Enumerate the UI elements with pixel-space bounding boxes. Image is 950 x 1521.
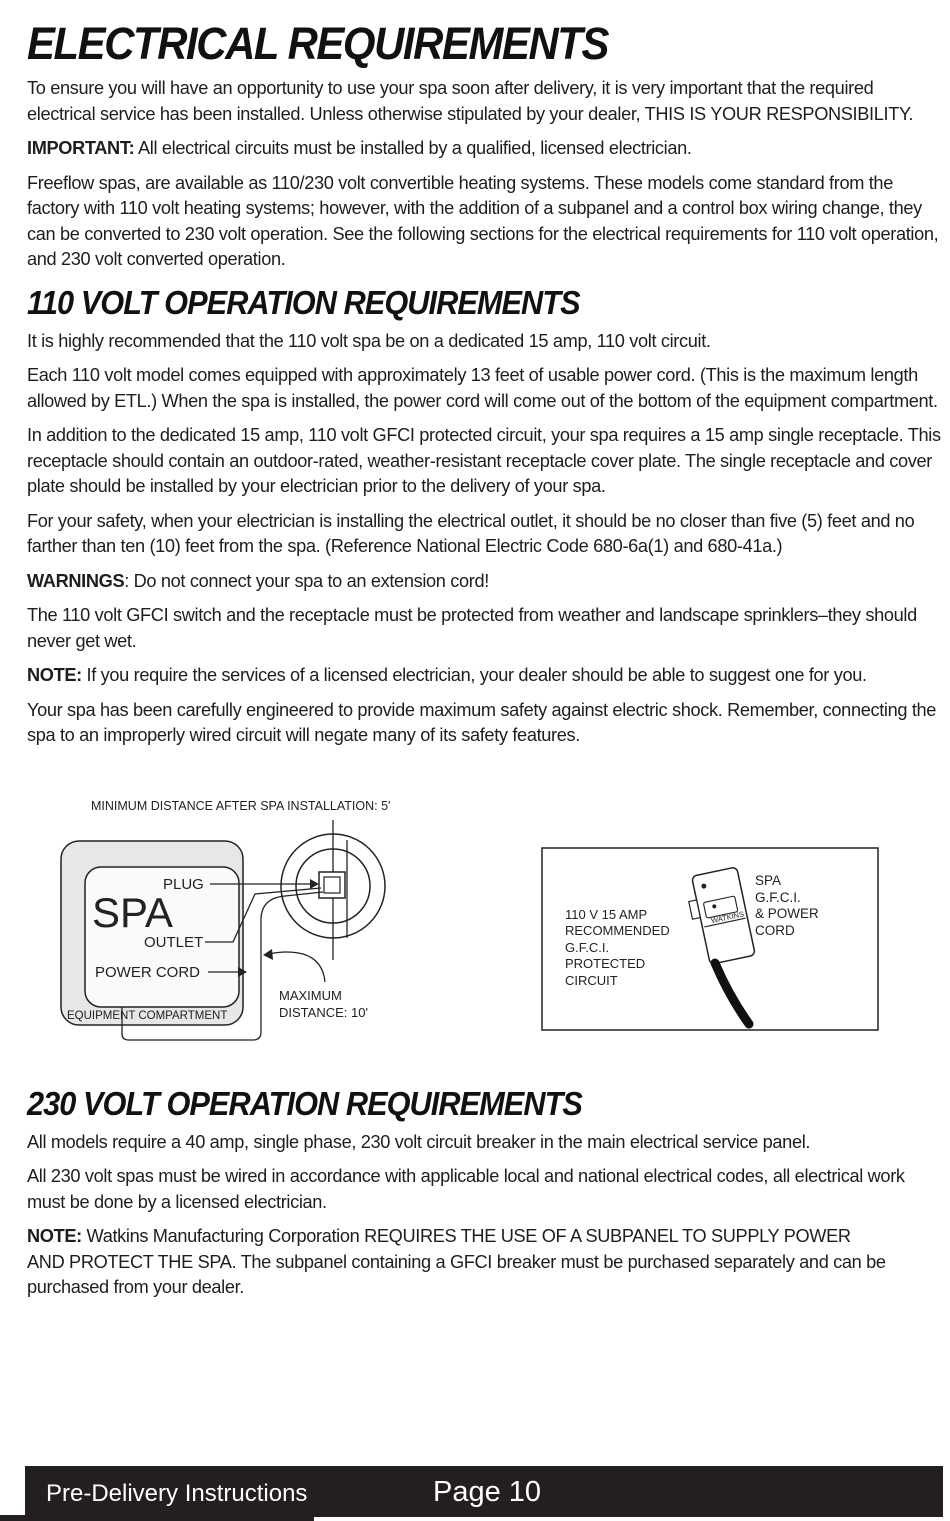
note-230-label: NOTE: [27,1226,82,1246]
max-distance-label-2: DISTANCE: 10' [279,1004,368,1020]
wiring-diagram-svg [27,758,943,1068]
circuit-line-4: PROTECTED [565,955,646,971]
gfci-device-text: WATKINS [710,909,745,925]
section-110-paragraph-6: The 110 volt GFCI switch and the receptacle must be protected from weather and landscape sprinklers–they should never get wet. [27,605,917,651]
note-text: If you require the services of a licensed electrician, your dealer should be able to suggest one for you. [81,665,867,685]
section-110-paragraph-8: Your spa has been carefully engineered to provide maximum safety against electric shock. Remember, connecting the spa to an improperly wired circuit will negate many of its safety features. [27,699,937,745]
page-content [27,18,943,1310]
section-230-paragraph-2: All 230 volt spas must be wired in accordance with applicable local and national electrical codes, all electrical work must be done by a licensed electrician. [27,1166,905,1212]
gfci-line-3: & POWER [755,905,819,921]
section-110-note [27,663,943,689]
warnings-label: WARNINGS [27,570,125,591]
gfci-line-4: CORD [755,922,795,938]
important-label: IMPORTANT: [27,138,135,158]
intro-paragraph-1: To ensure you will have an opportunity to use your spa soon after delivery, it is very important that the required electrical service has been installed. Unless otherwise stipulated by your dealer, THIS IS YOUR RESPONSIBILITY. [27,78,914,124]
spa-label: SPA [92,888,173,936]
section-110-title: 110 VOLT OPERATION REQUIREMENTS [27,283,580,321]
gfci-line-2: G.F.C.I. [755,889,801,905]
circuit-line-5: CIRCUIT [565,972,618,988]
note-230-text-line1: Watkins Manufacturing Corporation REQUIRES THE USE OF A SUBPANEL TO SUPPLY POWER [81,1226,851,1246]
min-distance-label: MINIMUM DISTANCE AFTER SPA INSTALLATION: 5' [91,798,391,813]
section-230-title: 230 VOLT OPERATION REQUIREMENTS [27,1084,582,1122]
power-cord-label: POWER CORD [95,963,200,981]
section-230-paragraph-1: All models require a 40 amp, single phase, 230 volt circuit breaker in the main electrical service panel. [27,1131,811,1152]
note-label: NOTE: [27,665,82,685]
max-distance-label-1: MAXIMUM [279,987,342,1003]
section-110-paragraph-2: Each 110 volt model comes equipped with approximately 13 feet of usable power cord. (This is the maximum length allowed by ETL.) When the spa is installed, the power cord will come out of the bottom of the equipment compartment. [27,365,938,411]
outlet-label: OUTLET [144,933,204,951]
important-text: All electrical circuits must be installed by a qualified, licensed electrician. [134,138,692,158]
footer-section-name: Pre-Delivery Instructions [46,1480,308,1507]
intro-paragraph-3: Freeflow spas, are available as 110/230 volt convertible heating systems. These models come standard from the factory with 110 volt heating systems; however, with the addition of a subpanel and a control box wiring change, they can be converted to 230 volt operation. See the following sections for the electrical requirements for 110 volt operation, and 230 volt converted operation. [27,172,939,269]
section-110-warnings [27,569,943,595]
warnings-text: : Do not connect your spa to an extension cord! [124,570,489,591]
footer-underline [0,1515,314,1521]
note-230-text-rest: AND PROTECT THE SPA. The subpanel containing a GFCI breaker must be purchased separately and can be purchased from your dealer. [27,1251,886,1297]
page-title: ELECTRICAL REQUIREMENTS [27,18,608,69]
plug-arrowhead [310,879,319,889]
wiring-diagrams [27,758,943,1068]
plug-label: PLUG [163,875,204,893]
circuit-line-3: G.F.C.I. [565,939,610,955]
equipment-compartment-label: EQUIPMENT COMPARTMENT [67,1009,228,1022]
outlet-box [319,872,345,898]
footer-page-number: Page 10 [433,1476,542,1508]
circuit-line-2: RECOMMENDED [565,922,670,938]
section-110-paragraph-3: In addition to the dedicated 15 amp, 110 volt GFCI protected circuit, your spa requires a 15 amp single receptacle. This receptacle should contain an outdoor-rated, weather-resistant receptacle cover plate. The single receptacle and cover plate should be installed by your electrician prior to the delivery of your spa. [27,425,941,496]
footer-bar [25,1466,943,1517]
section-230-note [27,1224,943,1301]
section-110-paragraph-1: It is highly recommended that the 110 volt spa be on a dedicated 15 amp, 110 volt circuit. [27,330,711,351]
intro-paragraph-2 [27,136,943,162]
circuit-line-1: 110 V 15 AMP [565,906,647,922]
max-distance-arrowhead [263,949,273,960]
section-110-paragraph-4: For your safety, when your electrician is installing the electrical outlet, it should be no closer than five (5) feet and no farther than ten (10) feet from the spa. (Reference National Electric Code 680-6a(1) and 680-41a.) [27,510,915,556]
gfci-line-1: SPA [755,872,781,888]
max-distance-arrow-line [269,952,325,982]
